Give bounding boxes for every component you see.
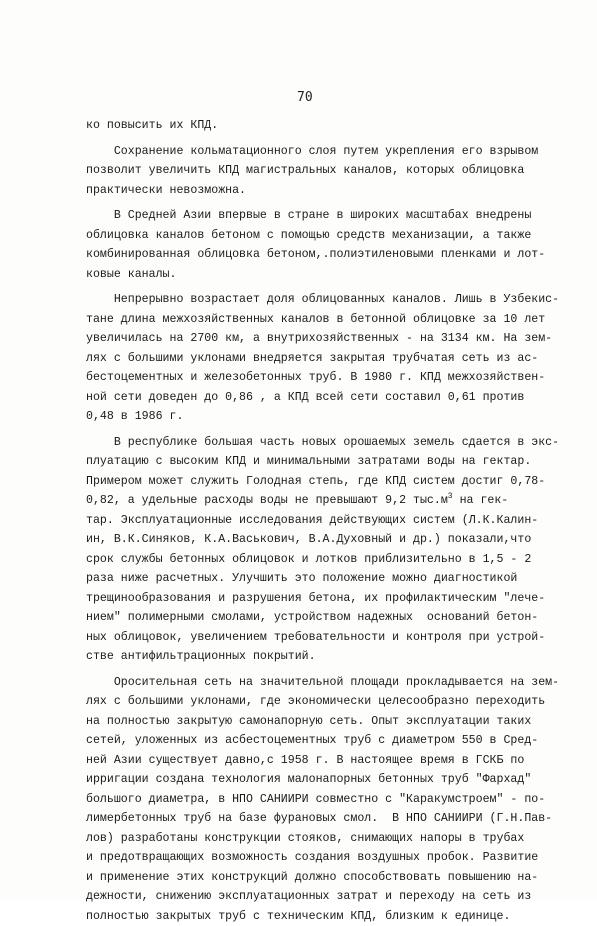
text-line-content: лях с большими уклонами внедряется закрытая трубчатая сеть из ас- [86,352,538,365]
text-line [86,265,556,285]
body-text [86,116,556,926]
text-line-content: нием" полимерными смолами, устройством надежных оснований бетон- [86,611,538,624]
text-line-content: ин, В.К.Синяков, К.А.Васькович, В.А.Духовный и др.) показали,что [86,533,531,546]
text-line [86,116,556,136]
text-line-content: плуатацию с высоким КПД и минимальными затратами воды на гектар. [86,455,531,468]
text-line-content: и применение этих конструкций должно способствовать повышению на- [86,871,538,884]
text-line [86,809,556,829]
text-line [86,790,556,810]
text-line [86,226,556,246]
text-line-content: тане длина межхозяйственных каналов в бетонной облицовке за 10 лет [86,313,545,326]
text-line-content: трещинообразования и разрушения бетона, их профилактическим "лече- [86,592,545,605]
text-line [86,589,556,609]
text-line-content: ней Азии существует давно,с 1958 г. В настоящее время в ГСКБ по [86,754,524,767]
text-line-content: ной сети доведен до 0,86 , а КПД всей сети составил 0,61 против [86,391,524,404]
text-line-content: ко повысить их КПД. [86,119,218,132]
text-line-content: дежности, снижению эксплуатационных затрат и переходу на сеть из [86,890,531,903]
text-line [86,868,556,888]
text-line-content: стве антифильтрационных покрытий. [86,650,316,663]
text-line-content: и предотвращающих возможность создания воздушных пробок. Развитие [86,851,538,864]
text-line-content: тар. Эксплуатационные исследования действующих систем (Л.К.Калин- [86,514,538,527]
text-line [86,329,556,349]
text-line-content: практически невозможна. [86,184,246,197]
text-line [86,472,556,492]
text-line [86,433,556,453]
text-line-content: увеличилась на 2700 км, а внутрихозяйственных - на 3134 км. На зем- [86,332,552,345]
text-line-content: на полностью закрытую самонапорную сеть. Опыт эксплуатации таких [86,715,531,728]
text-line-content: В Средней Азии впервые в стране в широких масштабах внедрены [86,209,531,222]
text-line [86,907,556,926]
text-line-content: срок службы бетонных облицовок и лотков приблизительно в 1,5 - 2 [86,553,531,566]
text-line [86,692,556,712]
text-line [86,310,556,330]
text-line-content: большого диаметра, в НПО САНИИРИ совместно с "Каракумстроем" - по- [86,793,545,806]
superscript: 3 [448,492,453,501]
text-line-tail: на гек- [453,494,509,507]
text-line-content: Сохранение кольматационного слоя путем укрепления его взрывом [86,145,538,158]
text-line-content: позволит увеличить КПД магистральных каналов, которых облицовка [86,164,524,177]
text-line-content: лимербетонных труб на базе фурановых смол. В НПО САНИИРИ (Г.Н.Пав- [86,812,552,825]
text-line [86,569,556,589]
text-line [86,290,556,310]
text-line-content: 0,82, а удельные расходы воды не превышают 9,2 тыс.м [86,494,448,507]
text-line-content: сетей, уложенных из асбестоцементных труб с диаметром 550 в Сред- [86,734,538,747]
text-line-content: В республике большая часть новых орошаемых земель сдается в экс- [86,436,559,449]
text-line [86,712,556,732]
text-line [86,673,556,693]
text-line [86,511,556,531]
text-line [86,770,556,790]
text-line [86,848,556,868]
text-line-content: лов) разработаны конструкции стояков, снимающих напоры в трубах [86,832,524,845]
text-line [86,887,556,907]
page-number: 70 [297,90,313,105]
text-line-content: лях с большими уклонами, где экономически целесообразно переходить [86,695,545,708]
text-line-content: ковые каналы. [86,268,176,281]
text-line-content: облицовка каналов бетоном с помощью средств механизации, а также [86,229,531,242]
text-line [86,161,556,181]
text-line [86,530,556,550]
text-line [86,368,556,388]
text-line-content: 0,48 в 1986 г. [86,410,183,423]
text-line [86,608,556,628]
text-line [86,731,556,751]
text-line-content: полностью закрытых труб с техническим КПД, близким к единице. [86,910,510,923]
text-line [86,452,556,472]
text-line-content: бестоцементных и железобетонных труб. В 1980 г. КПД межхозяйствен- [86,371,545,384]
text-line-content: Оросительная сеть на значительной площади прокладывается на зем- [86,676,559,689]
text-line [86,181,556,201]
text-line [86,142,556,162]
text-line-content: Непрерывно возрастает доля облицованных каналов. Лишь в Узбекис- [86,293,559,306]
text-line-content: комбинированная облицовка бетоном,.полиэтиленовыми пленками и лот- [86,248,545,261]
text-line [86,829,556,849]
text-line [86,550,556,570]
text-line [86,206,556,226]
text-line [86,349,556,369]
text-line [86,245,556,265]
text-line-content: раза ниже расчетных. Улучшить это положение можно диагностикой [86,572,517,585]
text-line [86,491,556,511]
text-line [86,407,556,427]
text-line [86,751,556,771]
text-line [86,388,556,408]
text-line [86,647,556,667]
text-line-content: Примером может служить Голодная степь, где КПД систем достиг 0,78- [86,475,545,488]
text-line-content: ных облицовок, увеличением требовательности и контроля при устрой- [86,631,545,644]
text-line [86,628,556,648]
text-line-content: ирригации создана технология малонапорных бетонных труб "Фархад" [86,773,531,786]
